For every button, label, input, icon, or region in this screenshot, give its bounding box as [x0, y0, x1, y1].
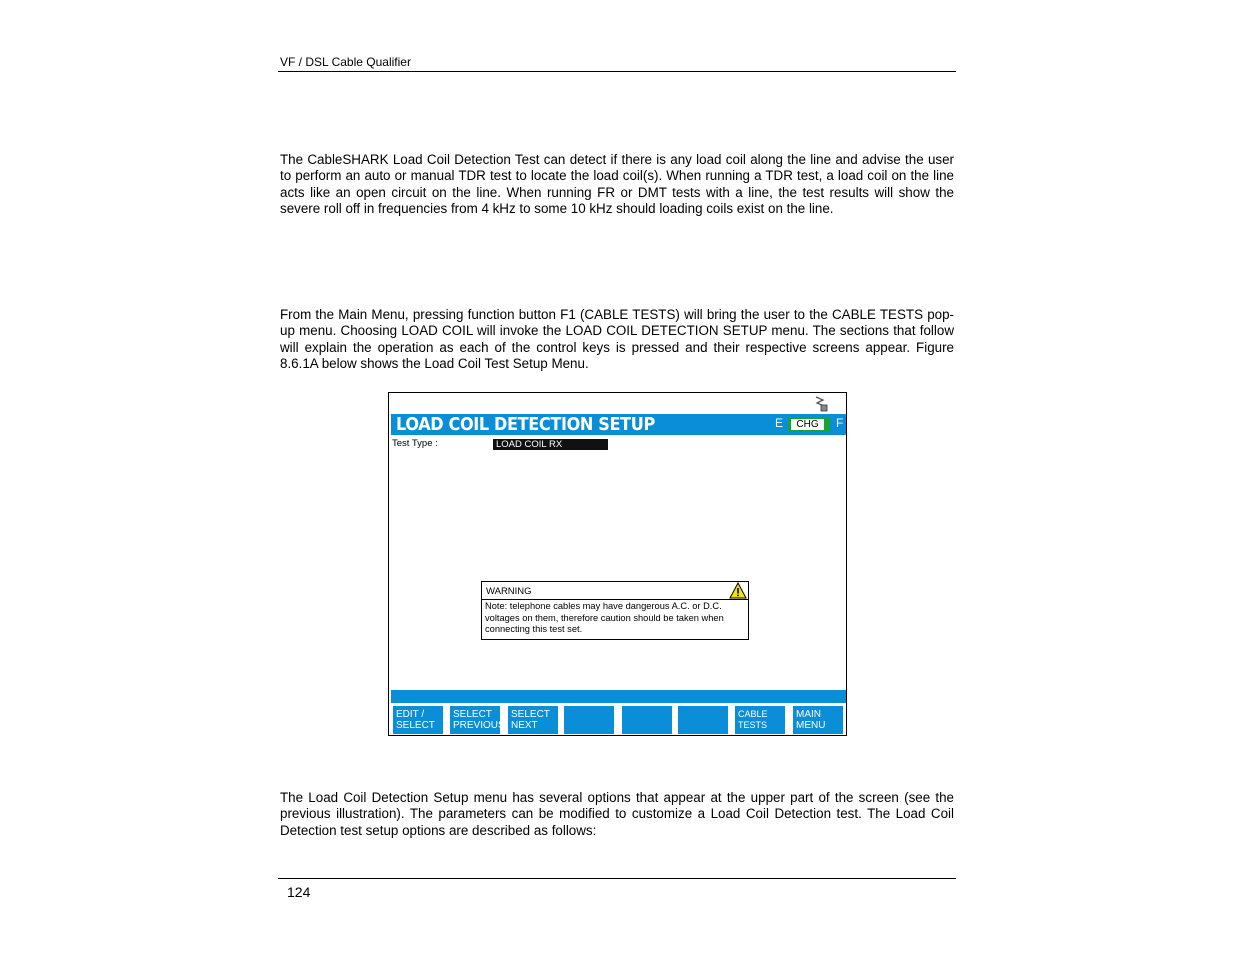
select-next-key[interactable]: SELECT NEXT: [508, 706, 558, 734]
test-type-label: Test Type :: [392, 438, 438, 449]
load-coil-setup-screen: [388, 392, 847, 736]
screen-title: LOAD COIL DETECTION SETUP: [396, 415, 655, 435]
document-title: VF / DSL Cable Qualifier: [280, 55, 411, 69]
function-key-5[interactable]: [622, 706, 672, 734]
warning-message: [485, 601, 747, 636]
warning-dialog: [481, 581, 749, 640]
setup-paragraph: The Load Coil Detection Setup menu has several options that appear at the upper part of the screen (see the previous illustration). The parameters can be modified to customize a Load Coil Detection test. The Load Coil Detection test setup options are described as follows:: [280, 790, 954, 838]
warning-line: voltages on them, therefore caution should be taken when: [485, 612, 724, 623]
f-indicator: F: [836, 416, 844, 430]
menu-paragraph: From the Main Menu, pressing function button F1 (CABLE TESTS) will bring the user to the CABLE TESTS pop-up menu. Choosing LOAD COIL will invoke the LOAD COIL DETECTION SETUP menu. The sections that follow will explain the operation as each of the control keys is pressed and their respective screens appear. Figure 8.6.1A below shows the Load Coil Test Setup Menu.: [280, 307, 954, 371]
screen-title-bar: [391, 414, 846, 435]
warning-header: [482, 582, 748, 600]
e-indicator: E: [775, 416, 784, 430]
cable-connection-icon: [813, 395, 829, 413]
select-previous-key[interactable]: SELECT PREVIOUS: [450, 706, 500, 734]
warning-title: WARNING: [486, 586, 532, 597]
page-number: 124: [287, 884, 311, 900]
function-key-6[interactable]: [678, 706, 728, 734]
warning-line: connecting this test set.: [485, 624, 583, 635]
status-bar: [391, 690, 846, 703]
test-type-field[interactable]: LOAD COIL RX: [493, 439, 608, 450]
footer-rule: [278, 878, 956, 879]
warning-triangle-icon: [729, 582, 747, 599]
intro-paragraph: The CableSHARK Load Coil Detection Test can detect if there is any load coil along the line and advise the user to perform an auto or manual TDR test to locate the load coil(s). When running a TDR test, a load coil on the line acts like an open circuit on the line. When running FR or DMT tests with a line, the test results will show the severe roll off in frequencies from 4 kHz to some 10 kHz should loading coils exist on the line.: [280, 152, 954, 216]
edit-select-key[interactable]: EDIT / SELECT: [393, 706, 443, 734]
charge-label: CHG: [791, 419, 824, 430]
charge-indicator: [788, 417, 830, 432]
header-rule: [278, 71, 956, 72]
warning-line: Note: telephone cables may have dangerous A.C. or D.C.: [485, 601, 722, 611]
cable-tests-key[interactable]: CABLE TESTS: [735, 706, 785, 734]
function-key-4[interactable]: [564, 706, 614, 734]
main-menu-key[interactable]: MAIN MENU: [793, 706, 843, 734]
